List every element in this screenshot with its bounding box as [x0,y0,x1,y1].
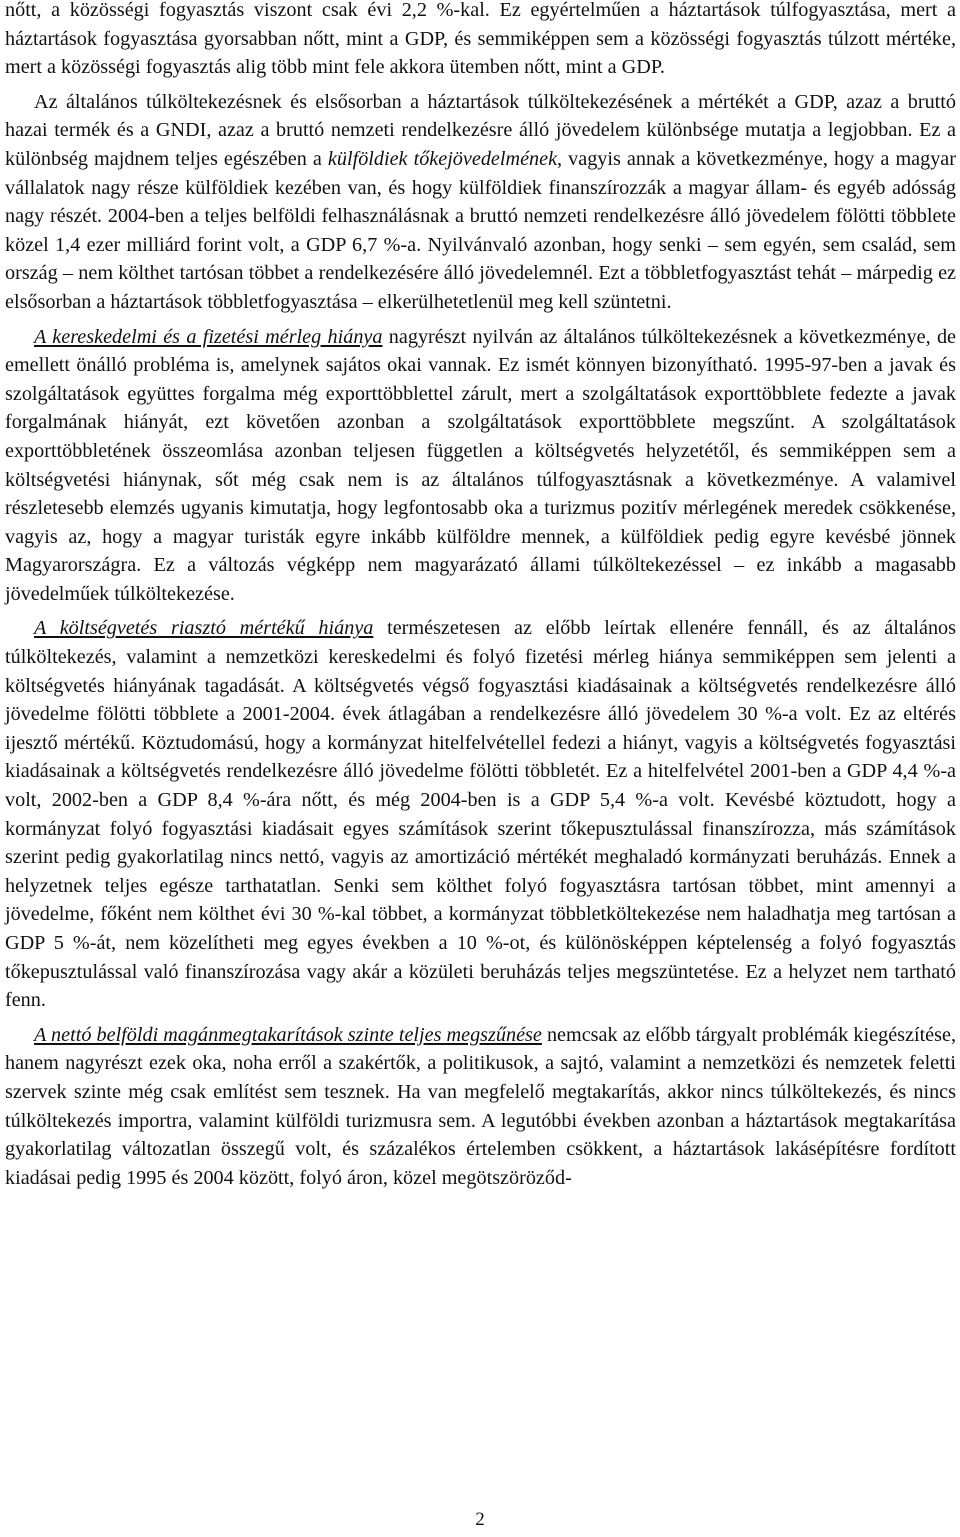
paragraph-5-heading-phrase: A nettó belföldi magánmegtakarítások szinte teljes megszűnése [34,1023,542,1046]
paragraph-2-italic-term: külföldiek tőkejövedelmének [327,147,558,170]
paragraph-4 [5,614,956,1014]
page-number: 2 [475,1509,485,1530]
paragraph-4-run-2: természetesen az előbb leírtak ellenére fennáll, és az általános túlköltekezés, valamint a nemzetközi kereskedelmi és folyó fizetési mérleg hiánya semmiképpen sem jelenti a költségvetés hiányának tagadását. A költségvetés végső fogyasztási kiadásainak a költségvetés rendelkezésre álló jövedelme fölötti többlete a 2001-2004. évek átlagában a rendelkezésre álló jövedelem 30 %-a volt. Ez az eltérés ijesztő mértékű. Köztudomású, hogy a kormányzat hitelfelvétellel fedezi a hiányt, vagyis a költségvetés fogyasztási kiadásainak a költségvetés rendelkezésre álló jövedelme fölötti többletét. Ez a hitelfelvétel 2001-ben a GDP 4,4 %-a volt, 2002-ben a GDP 8,4 %-ára nőtt, és még 2004-ben is a GDP 5,4 %-a volt. Kevésbé köztudott, hogy a kormányzat folyó fogyasztási kiadásait egyes számítások szerint tőkepusztulással finanszírozza, más számítások szerint pedig gyakorlatilag nincs nettó, vagyis az amortizáció mértékét meghaladó kormányzati beruházás. Ennek a helyzetnek teljes egésze tarthatatlan. Senki sem költhet folyó fogyasztásra tartósan többet, mint amennyi a jövedelme, főként nem költhet évi 30 %-kal többet, a kormányzat többletköltekezése nem haladhatja meg tartósan a GDP 5 %-át, nem közelítheti meg egyes években a 10 %-ot, és különösképpen képtelenség a folyó fogyasztás tőkepusztulással való finanszírozása vagy akár a közületi beruházás teljes megszüntetése. Ez a helyzet nem tartható fenn. [5,617,956,1012]
paragraph-1 [5,0,956,82]
paragraph-3-run-2: nagyrészt nyilván az általános túlköltekezésnek a következménye, de emellett önálló probléma is, amelynek sajátos okai vannak. Ez ismét könnyen bizonyítható. 1995-97-ben a javak és szolgáltatások együttes forgalma még exporttöbblettel zárult, mert a szolgáltatások exporttöbblete fedezte a javak forgalmának hiányát, ezt követően azonban a szolgáltatások exporttöbblete megszűnt. A szolgáltatások exporttöbbletének összeomlása azonban teljesen független a költségvetés helyzetétől, és semmiképpen sem a költségvetési hiánynak, sőt még csak nem is az általános túlfogyasztásnak a következménye. A valamivel részletesebb elemzés ugyanis kimutatja, hogy legfontosabb oka a turizmus pozitív mérlegének meredek csökkenése, vagyis az, hogy a magyar turisták egyre inkább külföldre mennek, a külföldiek pedig egyre kevésbé jönnek Magyarországra. Ez a változás végképp nem magyarázató állami túlköltekezéssel – ez inkább a magasabb jövedelműek túlköltekezése. [5,325,957,605]
paragraph-5-run-2: nemcsak az előbb tárgyalt problémák kiegészítése, hanem nagyrészt ezek oka, noha erről a szakértők, a politikusok, a sajtó, valamint a nemzetközi és nemzetek feletti szervek szinte még csak említést sem tesznek. Ha van megfelelő megtakarítás, akkor nincs túlköltekezés, és nincs túlköltekezés importra, valamint külföldi turizmusra sem. A legutóbbi években azonban a háztartások megtakarítása gyakorlatilag változatlan összegű volt, és százalékos értelemben csökkent, a háztartások lakásépítésre fordított kiadásai pedig 1995 és 2004 között, folyó áron, közel megötszöröződ- [5,1023,957,1189]
document-page [5,0,956,1192]
paragraph-1-run-1: nőtt, a közösségi fogyasztás viszont csak évi 2,2 %-kal. Ez egyértelműen a háztartások túlfogyasztása, mert a háztartások fogyasztása gyorsabban nőtt, mint a GDP, és semmiképpen sem a közösségi fogyasztás túlzott mértéke, mert a közösségi fogyasztás alig több mint fele akkora ütemben nőtt, mint a GDP. [5,0,956,79]
paragraph-3-heading-phrase: A kereskedelmi és a fizetési mérleg hiánya [34,325,383,348]
paragraph-4-heading-phrase: A költségvetés riasztó mértékű hiánya [34,617,374,640]
paragraph-2-run-3: , vagyis annak a következménye, hogy a magyar vállalatok nagy része külföldiek kezében van, és hogy külföldiek finanszírozzák a magyar állam- és egyéb adósság nagy részét. 2004-ben a teljes belföldi felhasználásnak a bruttó nemzeti rendelkezésre álló jövedelem fölötti többlete közel 1,4 ezer milliárd forint volt, a GDP 6,7 %-a. Nyilvánvaló azonban, hogy senki – sem egyén, sem család, sem ország – nem költhet tartósan többet a rendelkezésére álló jövedelemnél. Ezt a többletfogyasztást tehát – márpedig ez elsősorban a háztartások többletfogyasztása – elkerülhetetlenül meg kell szüntetni. [5,147,956,313]
paragraph-5 [5,1021,956,1193]
paragraph-2 [5,88,956,317]
paragraph-3 [5,323,956,609]
paragraph-2-run-1: Az általános túlköltekezésnek és elsősorban a háztartások túlköltekezésének a mértékét a GDP, azaz a bruttó hazai termék és a GNDI, azaz a bruttó nemzeti rendelkezésre álló jövedelem különbsége mutatja a legjobban. Ez a különbség majdnem teljes egészében a [5,90,956,170]
